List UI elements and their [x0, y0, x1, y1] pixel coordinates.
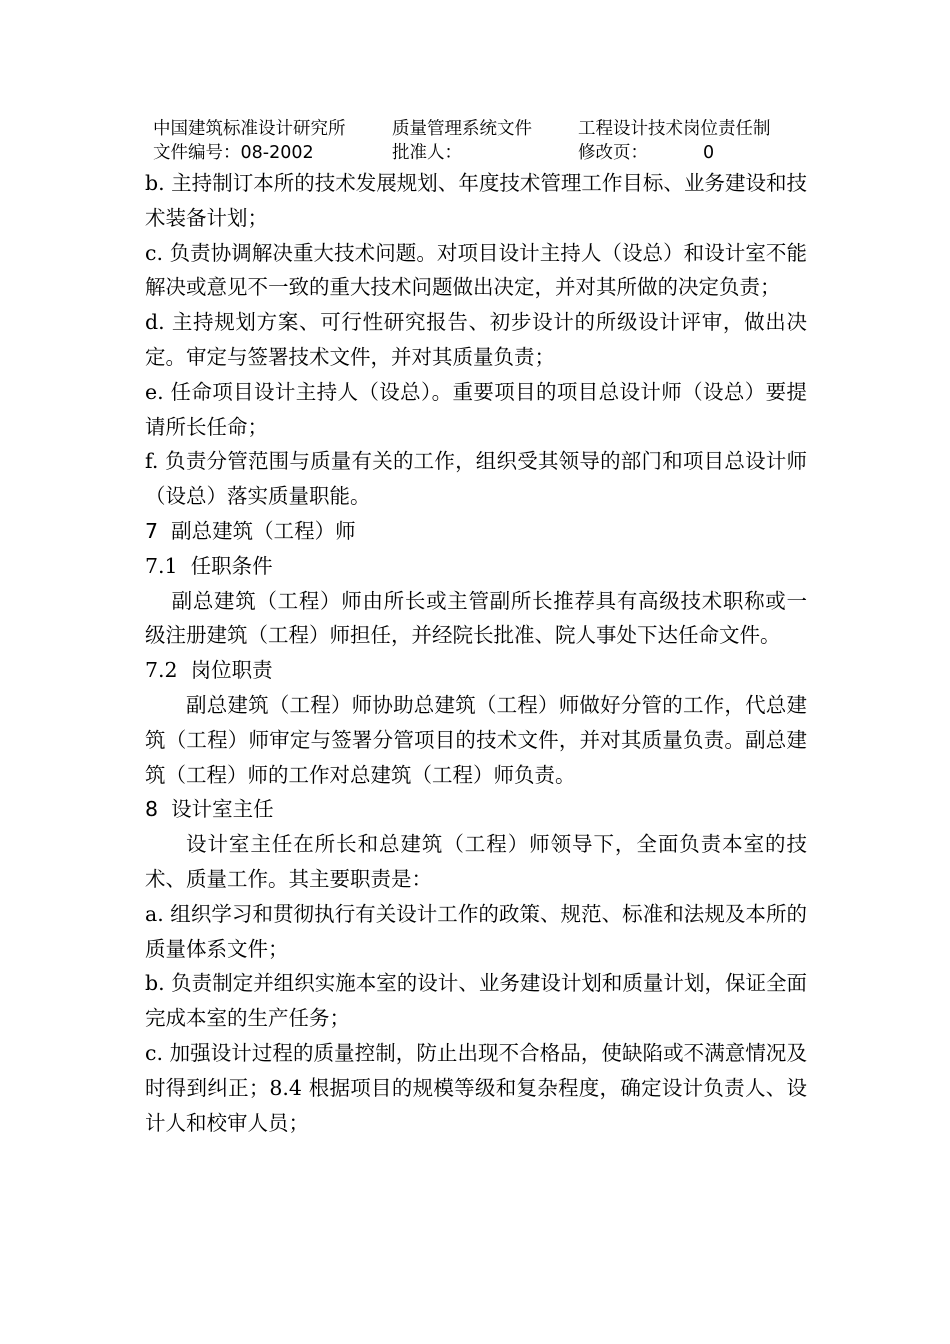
section-heading-7: 7 副总建筑（工程）师	[145, 518, 356, 543]
paragraph-e: e. 任命项目设计主持人（设总）。重要项目的项目总设计师（设总）要提请所长任命；	[145, 379, 807, 439]
section-heading-8: 8 设计室主任	[145, 797, 274, 822]
header-doc-type: 质量管理系统文件	[392, 119, 532, 139]
paragraph-d: d. 主持规划方案、可行性研究报告、初步设计的所级设计评审，做出决定。审定与签署技术文件，并对其质量负责；	[145, 310, 807, 369]
paragraph-8: 设计室主任在所长和总建筑（工程）师领导下，全面负责本室的技术、质量工作。其主要职责是：	[145, 832, 807, 891]
header-org: 中国建筑标准设计研究所	[153, 119, 346, 139]
paragraph-b: b. 主持制订本所的技术发展规划、年度技术管理工作目标、业务建设和技术装备计划；	[145, 171, 807, 230]
header-doc-title: 工程设计技术岗位责任制	[578, 119, 771, 139]
section-heading-7-1: 7.1 任职条件	[145, 553, 273, 578]
header-file-no: 文件编号：08-2002	[153, 143, 314, 163]
paragraph-8-b: b. 负责制定并组织实施本室的设计、业务建设计划和质量计划，保证全面完成本室的生产任务；	[145, 971, 807, 1031]
paragraph-7-1: 副总建筑（工程）师由所长或主管副所长推荐具有高级技术职称或一级注册建筑（工程）师担任，并经院长批准、院人事处下达任命文件。	[145, 588, 807, 648]
header-revision-value: 0	[703, 143, 715, 163]
paragraph-8-a: a. 组织学习和贯彻执行有关设计工作的政策、规范、标准和法规及本所的质量体系文件；	[145, 901, 807, 961]
paragraph-f: f. 负责分管范围与质量有关的工作，组织受其领导的部门和项目总设计师（设总）落实质量职能。	[145, 449, 807, 509]
header-approver: 批准人：	[392, 143, 462, 163]
document-body	[145, 166, 807, 1140]
header-row-1	[153, 117, 833, 141]
paragraph-7-2: 副总建筑（工程）师协助总建筑（工程）师做好分管的工作，代总建筑（工程）师审定与签署分管项目的技术文件，并对其质量负责。副总建筑（工程）师的工作对总建筑（工程）师负责。	[145, 692, 807, 787]
section-heading-7-2: 7.2 岗位职责	[145, 658, 273, 683]
header-revision-label: 修改页：	[578, 143, 648, 163]
paragraph-c: c. 负责协调解决重大技术问题。对项目设计主持人（设总）和设计室不能解决或意见不一致的重大技术问题做出决定，并对其所做的决定负责；	[145, 240, 807, 300]
header-row-2	[153, 141, 833, 165]
paragraph-8-c: c. 加强设计过程的质量控制，防止出现不合格品，使缺陷或不满意情况及时得到纠正；8.4 根据项目的规模等级和复杂程度，确定设计负责人、设计人和校审人员；	[145, 1040, 807, 1135]
